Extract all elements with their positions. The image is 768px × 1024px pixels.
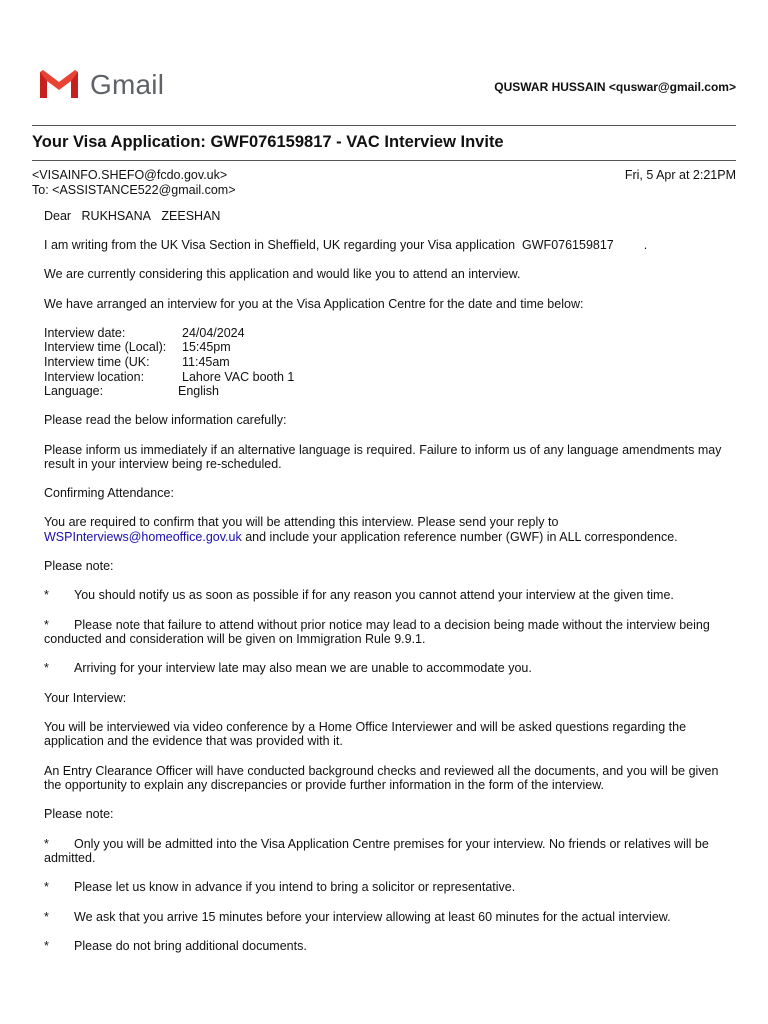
email-body: [44, 209, 734, 968]
sender-address: <VISAINFO.SHEFO@fcdo.gov.uk>: [32, 168, 228, 182]
gmail-m-icon: [37, 68, 81, 101]
detail-row: [44, 326, 734, 341]
detail-row: [44, 355, 734, 370]
bullet-mark: *: [44, 880, 49, 895]
detail-row: [44, 340, 734, 355]
intro-paragraph: [44, 238, 734, 253]
note-text: You should notify us as soon as possible if for any reason you cannot attend your interview at the given time.: [74, 588, 674, 603]
note-text: Please do not bring additional documents.: [74, 938, 307, 953]
note-item: [44, 618, 734, 647]
bullet-mark: *: [44, 836, 49, 851]
note-item: [44, 939, 734, 954]
arranged-paragraph: We have arranged an interview for you at the Visa Application Centre for the date and time below:: [44, 296, 584, 311]
email-subject: Your Visa Application: GWF076159817 - VAC Interview Invite: [32, 133, 504, 151]
detail-value: 11:45am: [182, 354, 230, 369]
gmail-logo: [37, 68, 164, 101]
divider-bottom: [32, 160, 736, 161]
detail-label: Interview location:: [44, 369, 145, 384]
considering-paragraph: We are currently considering this application and would like you to attend an interview.: [44, 267, 521, 282]
recipient-address: To: <ASSISTANCE522@gmail.com>: [32, 183, 236, 197]
note-text: Only you will be admitted into the Visa Application Centre premises for your interview. No friends or relatives will be admitted.: [44, 836, 709, 866]
greeting-prefix: Dear: [44, 209, 72, 223]
intro-text: I am writing from the UK Visa Section in Sheffield, UK regarding your Visa application: [44, 238, 516, 253]
detail-label: Interview time (Local):: [44, 340, 167, 355]
application-reference: GWF076159817: [522, 238, 614, 253]
detail-value: 15:45pm: [182, 340, 231, 355]
first-name: RUKHSANA: [81, 209, 151, 223]
note-item: [44, 588, 734, 603]
please-note-heading: Please note:: [44, 807, 114, 822]
bullet-mark: *: [44, 938, 49, 953]
note-item: [44, 661, 734, 676]
read-carefully: Please read the below information carefully:: [44, 413, 287, 428]
detail-label: Language:: [44, 384, 104, 399]
note-item: [44, 910, 734, 925]
note-text: We ask that you arrive 15 minutes before your interview allowing at least 60 minutes for the actual interview.: [74, 909, 671, 924]
note-item: [44, 837, 734, 866]
confirm-email-link[interactable]: WSPInterviews@homeoffice.gov.uk: [44, 530, 242, 545]
detail-row: [44, 370, 734, 385]
detail-value: Lahore VAC booth 1: [182, 369, 295, 384]
confirm-text: You are required to confirm that you will be attending this interview. Please send your reply to: [44, 515, 559, 530]
confirming-heading: Confirming Attendance:: [44, 486, 174, 501]
bullet-mark: *: [44, 588, 49, 603]
detail-label: Interview time (UK:: [44, 354, 150, 369]
bullet-mark: *: [44, 661, 49, 676]
note-text: Please let us know in advance if you intend to bring a solicitor or representative.: [74, 880, 516, 895]
bullet-mark: *: [44, 617, 49, 632]
last-name: ZEESHAN: [161, 209, 221, 223]
inform-language: Please inform us immediately if an alternative language is required. Failure to inform us of any language amendments may result in your interview being re-scheduled.: [44, 442, 722, 472]
detail-value: 24/04/2024: [182, 325, 245, 340]
bullet-mark: *: [44, 909, 49, 924]
email-date: Fri, 5 Apr at 2:21PM: [624, 168, 736, 182]
print-header: [37, 68, 736, 108]
divider-top: [32, 125, 736, 126]
your-interview-heading: Your Interview:: [44, 690, 127, 705]
greeting: [44, 209, 734, 224]
note-item: [44, 880, 734, 895]
interview-details: [44, 326, 734, 399]
intro-end: .: [643, 238, 648, 253]
account-name: QUSWAR HUSSAIN <quswar@gmail.com>: [494, 80, 736, 94]
please-note-heading: Please note:: [44, 559, 114, 574]
detail-label: Interview date:: [44, 325, 126, 340]
video-conference-paragraph: You will be interviewed via video conference by a Home Office Interviewer and will be asked questions regarding the application and the evidence that was provided with it.: [44, 719, 687, 749]
detail-row: [44, 384, 734, 399]
confirm-text-end: and include your application reference number (GWF) in ALL correspondence.: [245, 530, 678, 545]
eco-paragraph: An Entry Clearance Officer will have conducted background checks and reviewed all the documents, and you will be given the opportunity to explain any discrepancies or provide further information in the form of the interview.: [44, 763, 719, 793]
gmail-logo-text: Gmail: [90, 68, 165, 100]
note-text: Arriving for your interview late may also mean we are unable to accommodate you.: [74, 661, 532, 676]
confirm-paragraph: [44, 515, 734, 544]
note-text: Please note that failure to attend without prior notice may lead to a decision being made without the interview being conducted and consideration will be given on Immigration Rule 9.9.1.: [44, 617, 710, 647]
detail-value: English: [178, 384, 219, 399]
